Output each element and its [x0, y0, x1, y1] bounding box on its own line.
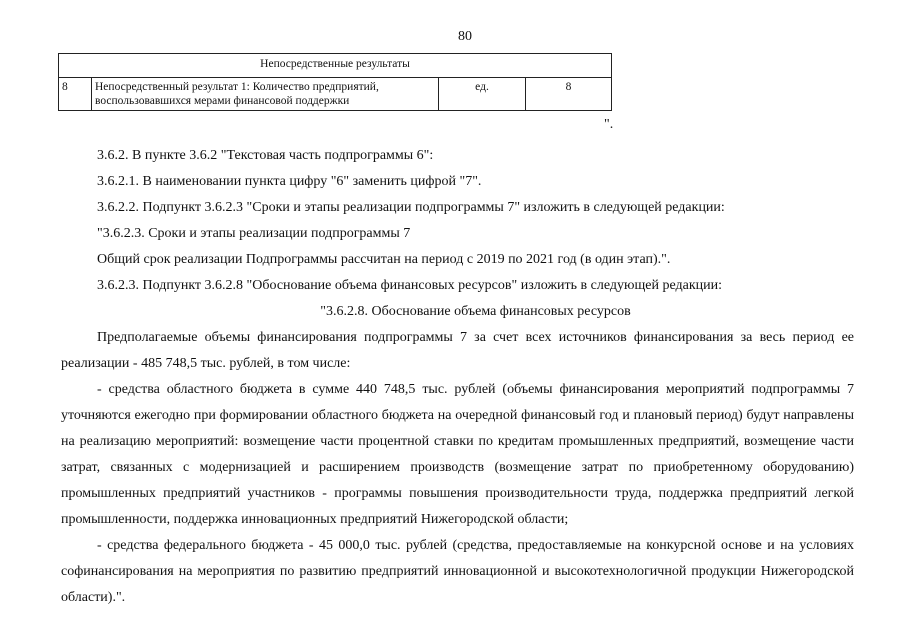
paragraph-regional-budget: - средства областного бюджета в сумме 440 748,5 тыс. рублей (объемы финансирования мероприятий подпрограммы 7 уточняются ежегодно при формировании областного бюджета на очередной финансовый год и плановый период) будут направлены на реализацию мероприятий: возмещение части процентной ставки по кредитам промышленных предприятий, возмещение части затрат, связанных с модернизацией и расширением производств (возмещение затрат по приобретенному оборудованию) промышленных предприятий участников - программы повышения производительности труда, поддержка предприятий легкой промышленности, поддержка инновационных предприятий Нижегородской области;: [61, 382, 854, 527]
page-number: 80: [458, 29, 472, 44]
paragraph-3-6-2: 3.6.2. В пункте 3.6.2 "Текстовая часть подпрограммы 6":: [97, 148, 434, 163]
paragraph-3-6-2-3-b: 3.6.2.3. Подпункт 3.6.2.8 "Обоснование объема финансовых ресурсов" изложить в следующей редакции:: [97, 278, 722, 293]
table-closing-quote: ".: [604, 117, 614, 132]
paragraph-3-6-2-1: 3.6.2.1. В наименовании пункта цифру "6" заменить цифрой "7".: [97, 174, 482, 189]
row-name: Непосредственный результат 1: Количество предприятий, воспользовавшихся мерами финансовой поддержки: [92, 78, 439, 111]
results-table: [58, 53, 612, 111]
paragraph-federal-budget: - средства федерального бюджета - 45 000,0 тыс. рублей (средства, предоставляемые на конкурсной основе и на условиях софинансирования на мероприятия по развитию предприятий инновационной и высокотехнологичной продукции Нижегородской области).".: [61, 538, 854, 605]
row-number: 8: [59, 78, 92, 111]
paragraph-3-6-2-2: 3.6.2.2. Подпункт 3.6.2.3 "Сроки и этапы реализации подпрограммы 7" изложить в следующей редакции:: [97, 200, 725, 215]
paragraph-3-6-2-3-heading: "3.6.2.3. Сроки и этапы реализации подпрограммы 7: [97, 226, 411, 241]
row-unit: ед.: [439, 78, 526, 111]
paragraph-term: Общий срок реализации Подпрограммы рассчитан на период с 2019 по 2021 год (в один этап).".: [97, 252, 671, 267]
table-row: [59, 78, 612, 111]
section-heading-3-6-2-8: "3.6.2.8. Обоснование объема финансовых ресурсов: [320, 304, 631, 319]
table-header: Непосредственные результаты: [59, 54, 612, 78]
document-body: [61, 143, 854, 611]
paragraph-funding-total: Предполагаемые объемы финансирования подпрограммы 7 за счет всех источников финансирования за весь период ее реализации - 485 748,5 тыс. рублей, в том числе:: [61, 330, 854, 371]
table-header-row: [59, 54, 612, 78]
row-value: 8: [526, 78, 612, 111]
